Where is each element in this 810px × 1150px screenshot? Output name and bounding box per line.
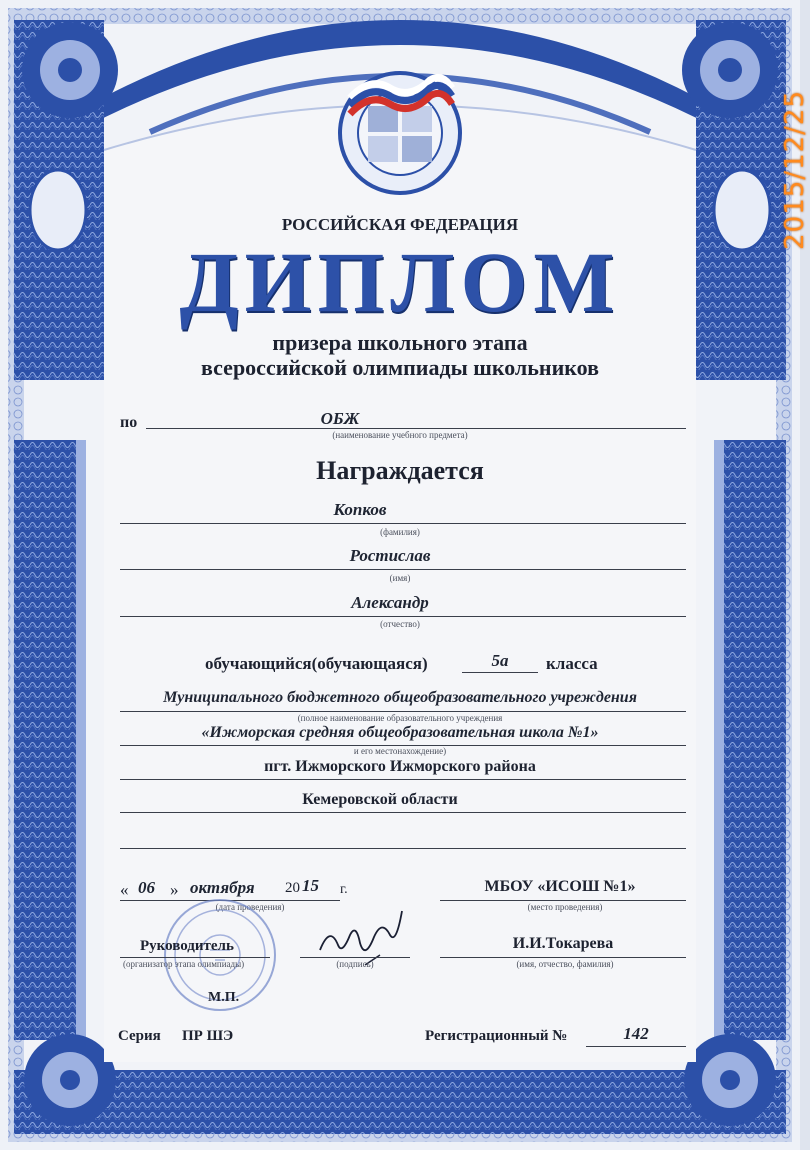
school-line-2: «Ижморская средняя общеобразовательная школа №1» bbox=[201, 724, 599, 741]
date-month: октября bbox=[190, 878, 255, 897]
name-caption: (имя) bbox=[389, 573, 411, 583]
camera-date-imprint: 2015/12/25 bbox=[780, 90, 810, 250]
surname-line bbox=[120, 523, 686, 524]
series-label: Серия bbox=[118, 1028, 161, 1044]
patronymic-value: Александр bbox=[351, 593, 429, 612]
reg-label: Регистрационный № bbox=[425, 1028, 568, 1044]
date-year-unit: г. bbox=[340, 882, 348, 897]
subject-caption: (наименование учебного предмета) bbox=[332, 430, 468, 440]
subject-prefix: по bbox=[120, 414, 138, 431]
date-close-quote: » bbox=[170, 880, 179, 899]
school-line-4-rule bbox=[120, 812, 686, 813]
reg-value: 142 bbox=[623, 1024, 649, 1043]
school-caption-1: (полное наименование образовательного учреждения bbox=[297, 713, 503, 723]
seal-place: М.П. bbox=[208, 990, 240, 1005]
surname-caption: (фамилия) bbox=[380, 527, 420, 537]
school-line-1: Муниципального бюджетного общеобразовательного учреждения bbox=[163, 689, 637, 706]
venue-value: МБОУ «ИСОШ №1» bbox=[484, 878, 636, 895]
school-caption-2: и его местонахождение) bbox=[353, 746, 447, 756]
role-caption: (организатор этапа олимпиады) bbox=[123, 959, 245, 969]
name-value: Ростислав bbox=[349, 546, 431, 565]
diploma-title: ДИПЛОМ bbox=[179, 234, 621, 330]
date-open-quote: « bbox=[120, 880, 129, 899]
date-day: 06 bbox=[138, 878, 155, 897]
subtitle-line-2: всероссийской олимпиады школьников bbox=[201, 355, 599, 380]
venue-line bbox=[440, 900, 686, 901]
grade-suffix: класса bbox=[546, 654, 598, 673]
date-year-prefix: 20 bbox=[285, 880, 300, 896]
patronymic-caption: (отчество) bbox=[380, 619, 420, 629]
school-line-1-rule bbox=[120, 711, 686, 712]
subtitle-line-1: призера школьного этапа bbox=[272, 330, 528, 355]
grade-line bbox=[462, 672, 538, 673]
reg-line bbox=[586, 1046, 686, 1047]
school-line-3: пгт. Ижморского Ижморского района bbox=[264, 758, 536, 775]
signatory-name: И.И.Токарева bbox=[512, 935, 614, 952]
surname-value: Копков bbox=[333, 500, 387, 519]
subject-line bbox=[146, 428, 686, 429]
award-heading: Награждается bbox=[316, 456, 484, 485]
sign-caption: (подпись) bbox=[336, 959, 374, 969]
signature-role: Руководитель bbox=[140, 938, 234, 954]
role-line bbox=[120, 957, 270, 958]
date-year-suffix: 15 bbox=[302, 876, 319, 895]
subject-value: ОБЖ bbox=[320, 409, 360, 428]
series-value: ПР ШЭ bbox=[182, 1028, 234, 1044]
venue-caption: (место проведения) bbox=[527, 902, 603, 912]
name-line bbox=[120, 569, 686, 570]
olympiad-emblem bbox=[330, 58, 470, 198]
empty-rule bbox=[120, 848, 686, 849]
school-line-3-rule bbox=[120, 779, 686, 780]
sign-line bbox=[300, 957, 410, 958]
school-line-4: Кемеровской области bbox=[302, 791, 458, 808]
signatory-line bbox=[440, 957, 686, 958]
grade-value: 5а bbox=[491, 651, 509, 670]
date-caption: (дата проведения) bbox=[215, 902, 285, 912]
patronymic-line bbox=[120, 616, 686, 617]
signatory-caption: (имя, отчество, фамилия) bbox=[516, 959, 614, 969]
country-heading: РОССИЙСКАЯ ФЕДЕРАЦИЯ bbox=[281, 215, 519, 234]
grade-prefix: обучающийся(обучающаяся) bbox=[205, 654, 428, 673]
